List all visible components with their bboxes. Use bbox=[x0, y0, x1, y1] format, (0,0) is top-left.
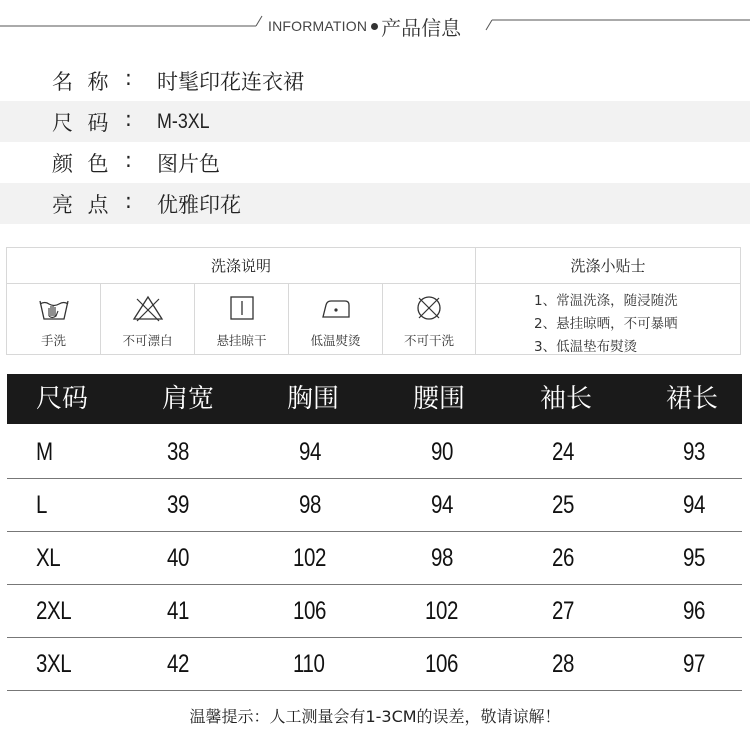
no-dry-clean-icon bbox=[412, 293, 446, 323]
info-value-size: M-3XL bbox=[157, 109, 210, 133]
care-tip: 3、低温垫布熨烫 bbox=[534, 339, 638, 355]
table-row bbox=[7, 479, 742, 532]
cell-length: 96 bbox=[683, 597, 705, 625]
info-label: 亮 点 : bbox=[52, 188, 132, 217]
header-sleeve: 袖长 bbox=[540, 384, 593, 414]
low-iron-icon bbox=[319, 293, 353, 323]
header-length: 裙长 bbox=[666, 384, 719, 414]
hang-dry-icon bbox=[225, 293, 259, 323]
cell-size: XL bbox=[36, 544, 61, 572]
care-tip: 1、常温洗涤，随浸随洗 bbox=[534, 293, 678, 309]
no-bleach-icon bbox=[131, 293, 165, 323]
cell-sleeve: 26 bbox=[552, 544, 574, 572]
care-label: 手洗 bbox=[40, 333, 66, 348]
cell-size: 3XL bbox=[36, 650, 72, 678]
cell-waist: 102 bbox=[425, 597, 458, 625]
cell-sleeve: 24 bbox=[552, 438, 574, 466]
table-row bbox=[7, 532, 742, 585]
cell-size: L bbox=[36, 491, 47, 519]
cell-bust: 110 bbox=[293, 650, 325, 678]
cell-shoulder: 38 bbox=[167, 438, 189, 466]
care-instructions-title: 洗涤说明 bbox=[7, 248, 476, 284]
cell-waist: 106 bbox=[425, 650, 458, 678]
care-label: 低温熨烫 bbox=[310, 333, 361, 348]
header-title-en: INFORMATION bbox=[268, 18, 368, 34]
cell-size: 2XL bbox=[36, 597, 72, 625]
cell-shoulder: 42 bbox=[167, 650, 189, 678]
info-value-name: 时髦印花连衣裙 bbox=[157, 69, 304, 94]
cell-bust: 98 bbox=[299, 491, 321, 519]
cell-bust: 94 bbox=[299, 438, 321, 466]
cell-length: 93 bbox=[683, 438, 705, 466]
footer-note: 温馨提示：人工测量会有1-3CM的误差，敬请谅解！ bbox=[189, 707, 561, 726]
info-value-highlight: 优雅印花 bbox=[157, 192, 241, 217]
cell-shoulder: 41 bbox=[167, 597, 189, 625]
cell-size: M bbox=[36, 438, 53, 466]
cell-length: 94 bbox=[683, 491, 705, 519]
care-item-no-dry-clean bbox=[383, 284, 476, 354]
header-bust: 胸围 bbox=[287, 384, 340, 414]
cell-bust: 106 bbox=[293, 597, 326, 625]
care-tip: 2、悬挂晾晒，不可暴晒 bbox=[534, 316, 678, 332]
cell-length: 97 bbox=[683, 650, 705, 678]
care-label: 悬挂晾干 bbox=[216, 333, 267, 348]
care-item-low-iron bbox=[289, 284, 383, 354]
info-value-color: 图片色 bbox=[157, 151, 220, 176]
cell-waist: 90 bbox=[431, 438, 453, 466]
cell-sleeve: 28 bbox=[552, 650, 574, 678]
header-size: 尺码 bbox=[36, 384, 89, 414]
cell-waist: 98 bbox=[431, 544, 453, 572]
cell-shoulder: 39 bbox=[167, 491, 189, 519]
care-label: 不可干洗 bbox=[403, 333, 454, 348]
care-item-no-bleach bbox=[101, 284, 195, 354]
product-info bbox=[0, 60, 750, 224]
table-row bbox=[7, 585, 742, 638]
header-shoulder: 肩宽 bbox=[162, 384, 215, 414]
care-item-hang-dry bbox=[195, 284, 289, 354]
care-item-hand-wash bbox=[7, 284, 101, 354]
info-row-highlight bbox=[0, 183, 750, 224]
care-label: 不可漂白 bbox=[122, 333, 173, 348]
header-title-cn: 产品信息 bbox=[381, 15, 462, 40]
care-tips-title: 洗涤小贴士 bbox=[476, 248, 740, 284]
cell-sleeve: 27 bbox=[552, 597, 574, 625]
table-row bbox=[7, 426, 742, 479]
hand-wash-icon bbox=[37, 293, 71, 323]
info-row-name bbox=[0, 60, 750, 101]
table-row bbox=[7, 638, 742, 691]
info-row-color bbox=[0, 142, 750, 183]
cell-shoulder: 40 bbox=[167, 544, 189, 572]
header-dot-icon bbox=[371, 23, 378, 30]
cell-waist: 94 bbox=[431, 491, 453, 519]
info-label: 名 称 : bbox=[52, 65, 132, 94]
header-waist: 腰围 bbox=[413, 384, 466, 414]
info-label: 尺 码 : bbox=[52, 106, 132, 135]
care-table bbox=[6, 247, 741, 355]
care-icons-row bbox=[7, 284, 476, 354]
size-table-header bbox=[7, 374, 742, 424]
care-tips bbox=[476, 284, 740, 354]
cell-length: 95 bbox=[683, 544, 705, 572]
section-header bbox=[0, 0, 750, 50]
cell-sleeve: 25 bbox=[552, 491, 574, 519]
cell-bust: 102 bbox=[293, 544, 326, 572]
info-label: 颜 色 : bbox=[52, 147, 132, 176]
info-row-size bbox=[0, 101, 750, 142]
